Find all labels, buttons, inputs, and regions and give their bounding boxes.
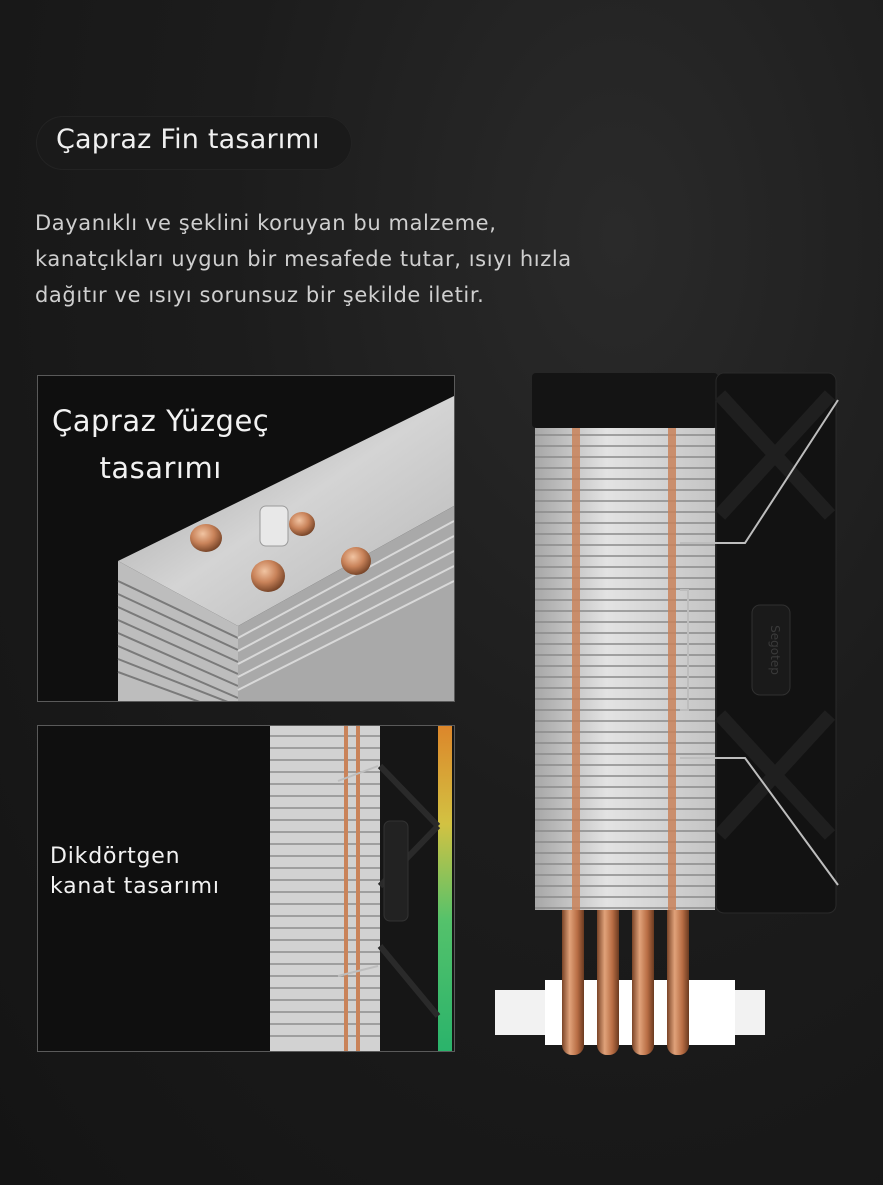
rectangular-fin-label-line-1: Dikdörtgen [50, 844, 181, 869]
section-title: Çapraz Fin tasarımı [56, 124, 320, 155]
fan-logo: Segotep [768, 625, 782, 675]
rectangular-fin-label-line-2: kanat tasarımı [50, 874, 220, 899]
description-line-3: dağıtır ve ısıyı sorunsuz bir şekilde iletir. [35, 283, 485, 307]
cpu-cooler-product-image [490, 365, 850, 1065]
cross-fin-label [52, 398, 269, 492]
cross-fin-label-line-2: tasarımı [99, 451, 222, 485]
cross-fin-detail-panel [37, 375, 455, 702]
description-line-2: kanatçıkları uygun bir mesafede tutar, ısıyı hızla [35, 247, 572, 271]
rectangular-fin-detail-panel [37, 725, 455, 1052]
cross-fin-label-line-1: Çapraz Yüzgeç [52, 404, 270, 438]
rectangular-fin-label [50, 842, 220, 902]
description-line-1: Dayanıklı ve şeklini koruyan bu malzeme, [35, 211, 497, 235]
section-description [35, 205, 675, 313]
